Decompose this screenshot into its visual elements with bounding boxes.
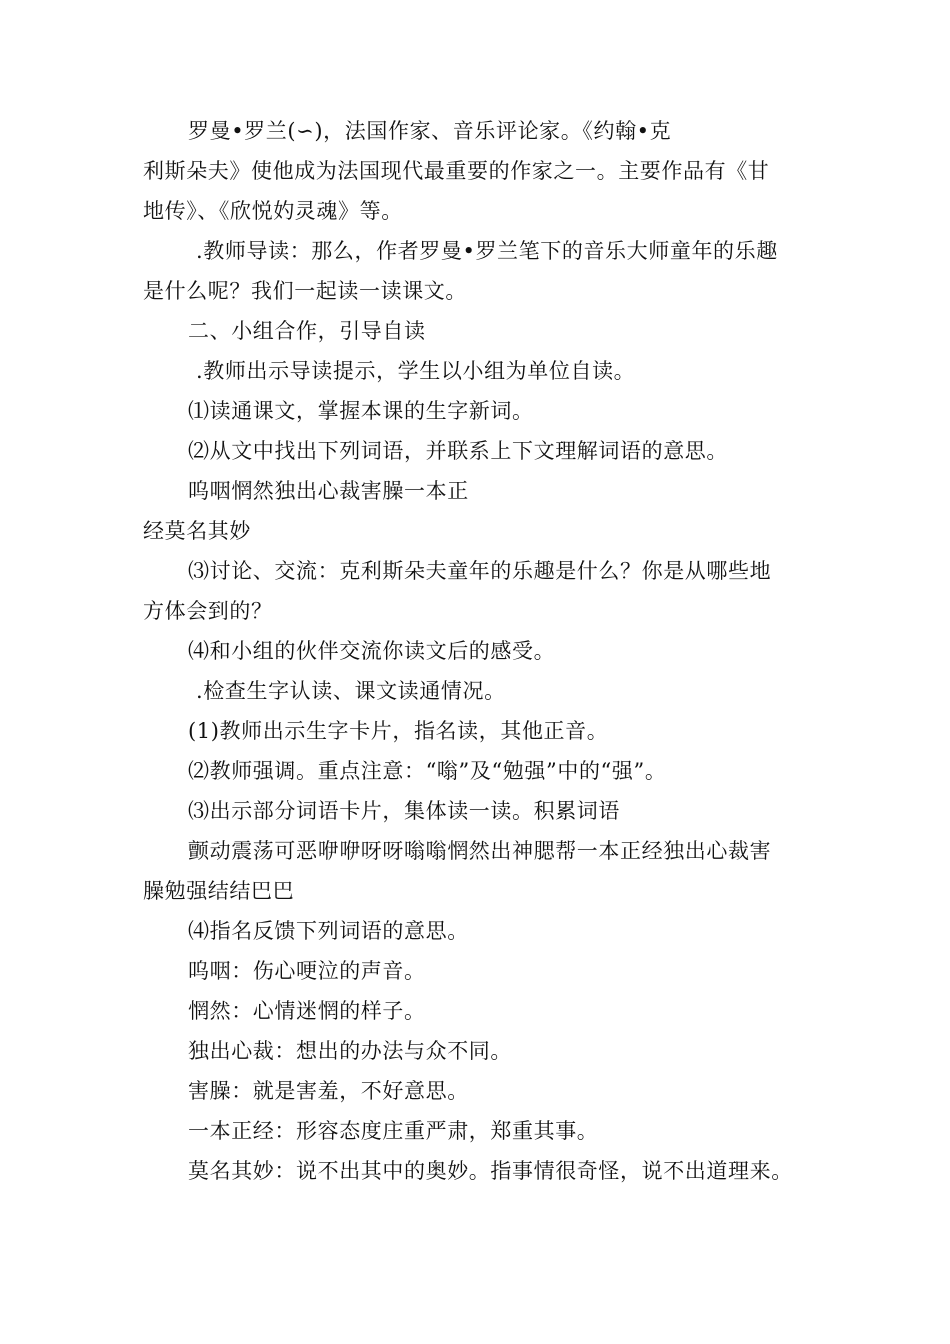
list-item: ⑶出示部分词语卡片，集体读一读。积累词语	[188, 799, 620, 823]
paragraph-line: 臊勉强结结巴巴	[143, 879, 295, 903]
list-item: ⑶讨论、交流：克利斯朵夫童年的乐趣是什么？你是从哪些地	[188, 559, 772, 583]
paragraph-line: 地传》、《欣悦妁灵魂》等。	[143, 199, 403, 223]
paragraph-line: .教师出示导读提示，学生以小组为单位自读。	[196, 359, 636, 383]
list-item: (1)教师出示生字卡片，指名读，其他正音。	[188, 719, 609, 743]
list-item: ⑵从文中找出下列词语，并联系上下文理解词语的意思。	[188, 439, 728, 463]
definition-line: 莫名其妙：说不出其中的奥妙。指事情很奇怪，说不出道理来。	[188, 1159, 793, 1183]
definition-line: 独出心裁：想出的办法与众不同。	[188, 1039, 512, 1063]
definition-line: 惘然：心情迷惘的样子。	[188, 999, 426, 1023]
list-item: ⑷和小组的伙伴交流你读文后的感受。	[188, 639, 556, 663]
paragraph-line: 经莫名其妙	[143, 519, 251, 543]
paragraph-line: 颤动震荡可恶咿咿呀呀嗡嗡惘然出神腮帮一本正经独出心裁害	[188, 839, 772, 863]
paragraph-line: 方体会到的？	[143, 599, 273, 623]
definition-line: 呜咽：伤心哽泣的声音。	[188, 959, 426, 983]
paragraph-line: 是什么呢？我们一起读一读课文。	[143, 279, 467, 303]
definition-line: 害臊：就是害羞，不好意思。	[188, 1079, 469, 1103]
paragraph-line: 呜咽惘然独出心裁害臊一本正	[188, 479, 469, 503]
section-heading: 二、小组合作，引导自读	[188, 319, 426, 343]
paragraph-line: 利斯朵夫》使他成为法国现代最重要的作家之一。主要作品有《甘	[143, 159, 770, 183]
definition-line: 一本正经：形容态度庄重严肃，郑重其事。	[188, 1119, 599, 1143]
list-item: ⑷指名反馈下列词语的意思。	[188, 919, 469, 943]
paragraph-line: .教师导读：那么，作者罗曼•罗兰笔下的音乐大师童年的乐趣	[196, 239, 778, 263]
paragraph-line: 罗曼•罗兰(∽)，法国作家、音乐评论家。《约翰•克	[188, 119, 672, 143]
list-item: ⑵教师强调。重点注意：“嗡”及“勉强”中的“强”。	[188, 759, 667, 783]
list-item: ⑴读通课文，掌握本课的生字新词。	[188, 399, 534, 423]
paragraph-line: .检查生字认读、课文读通情况。	[196, 679, 506, 703]
